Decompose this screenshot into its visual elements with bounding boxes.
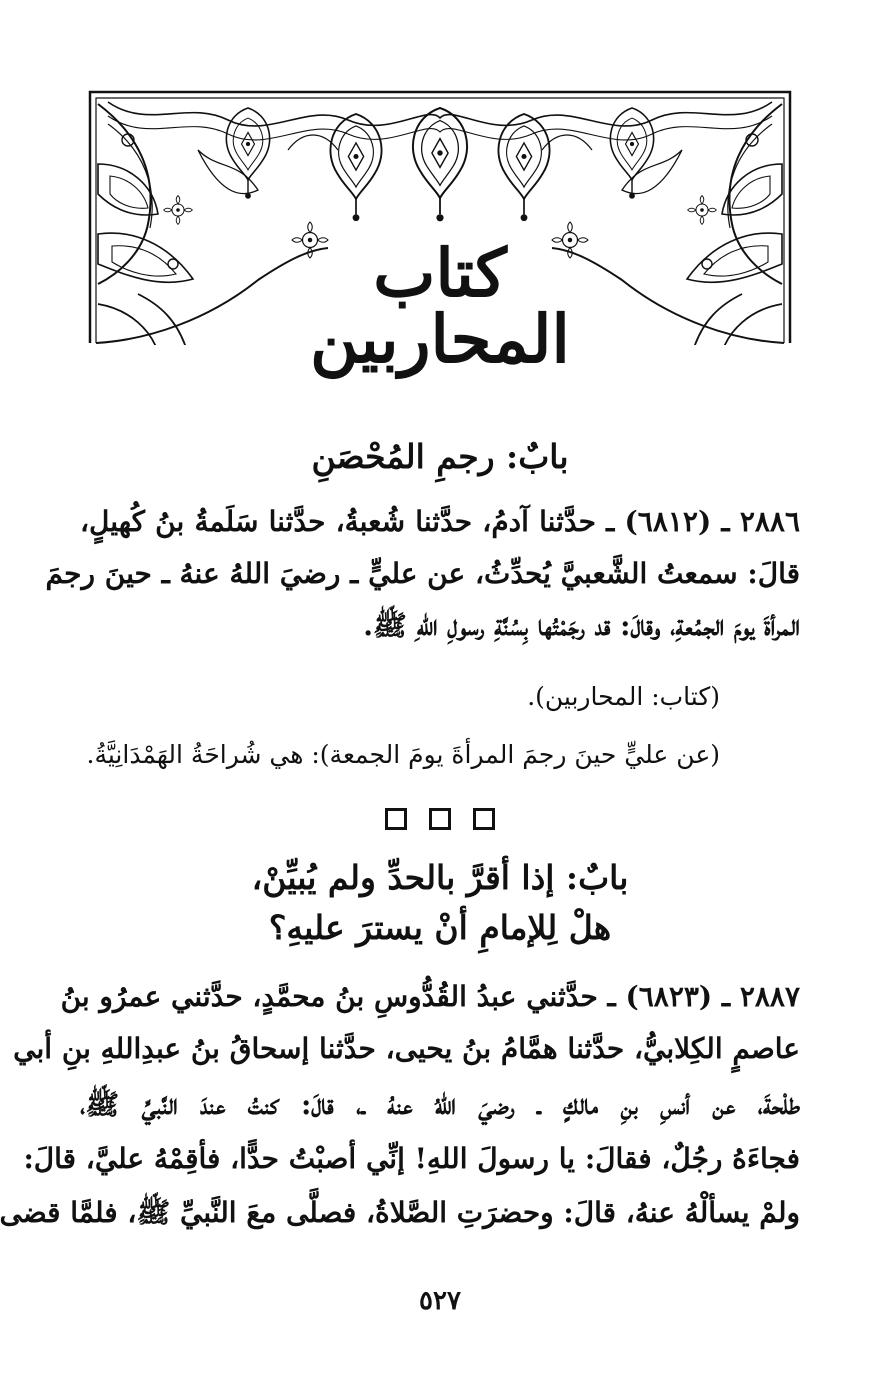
book-title: كتاب المحاربين bbox=[310, 234, 570, 378]
chapter-heading-stoning: بابٌ: رجمِ المُحْصَنِ bbox=[311, 437, 569, 476]
hadith-2886-line-2: قالَ: سمعتُ الشَّعبيَّ يُحدِّثُ، عن عليٍّ ـ رضيَ اللهُ عنهُ ـ حينَ رجمَ bbox=[45, 557, 800, 590]
square-ornament-icon bbox=[429, 808, 451, 830]
page-number: ٥٢٧ bbox=[419, 1286, 461, 1316]
chapter-heading-confession-line-1: بابٌ: إذا أقرَّ بالحدِّ ولم يُبيِّنْ، bbox=[251, 858, 629, 897]
footnote-book-name: (كتاب: المحاربين). bbox=[527, 682, 720, 711]
hadith-2887-line-5: ولمْ يسألْهُ عنهُ، قالَ: وحضرَتِ الصَّلاةُ، فصلَّى معَ النَّبيِّ ﷺ، فلمَّا قضى bbox=[0, 1196, 800, 1229]
hadith-2887-line-1: ٢٨٨٧ ـ (٦٨٢٣) ـ حدَّثني عبدُ القُدُّوسِ بنُ محمَّدٍ، حدَّثني عمرُو بنُ bbox=[60, 980, 800, 1013]
hadith-2886-line-1: ٢٨٨٦ ـ (٦٨١٢) ـ حدَّثنا آدمُ، حدَّثنا شُعبةُ، حدَّثنا سَلَمةُ بنُ كُهيلٍ، bbox=[80, 505, 800, 538]
hadith-2886-line-3: المرأةَ يومَ الجمُعةِ، وقالَ: قد رجَمْتُها بِسُنَّةِ رسولِ اللهِ ﷺ. bbox=[363, 609, 800, 642]
square-ornament-icon bbox=[385, 808, 407, 830]
square-ornament-icon bbox=[473, 808, 495, 830]
hadith-2887-line-4: فجاءَهُ رجُلٌ، فقالَ: يا رسولَ اللهِ! إنِّي أصبْتُ حدًّا، فأقِمْهُ عليَّ، قالَ: bbox=[23, 1142, 800, 1175]
footnote-woman-name: (عن عليٍّ حينَ رجمَ المرأةَ يومَ الجمعة): هي شُراحَةُ الهَمْدَانِيَّةُ. bbox=[86, 740, 720, 769]
section-separator bbox=[385, 808, 495, 834]
hadith-2887-line-2: عاصمٍ الكِلابيُّ، حدَّثنا همَّامُ بنُ يحيى، حدَّثنا إسحاقُ بنُ عبدِاللهِ بنِ أبي bbox=[13, 1032, 800, 1065]
hadith-2887-line-3: طلْحةَ، عن أنسِ بنِ مالكٍ ـ رضيَ اللهُ عنهُ ـ، قالَ: كنتُ عندَ النَّبيِّ ﷺ، bbox=[80, 1088, 800, 1121]
chapter-heading-confession-line-2: هلْ لِلإمامِ أنْ يسترَ عليهِ؟ bbox=[268, 908, 612, 947]
